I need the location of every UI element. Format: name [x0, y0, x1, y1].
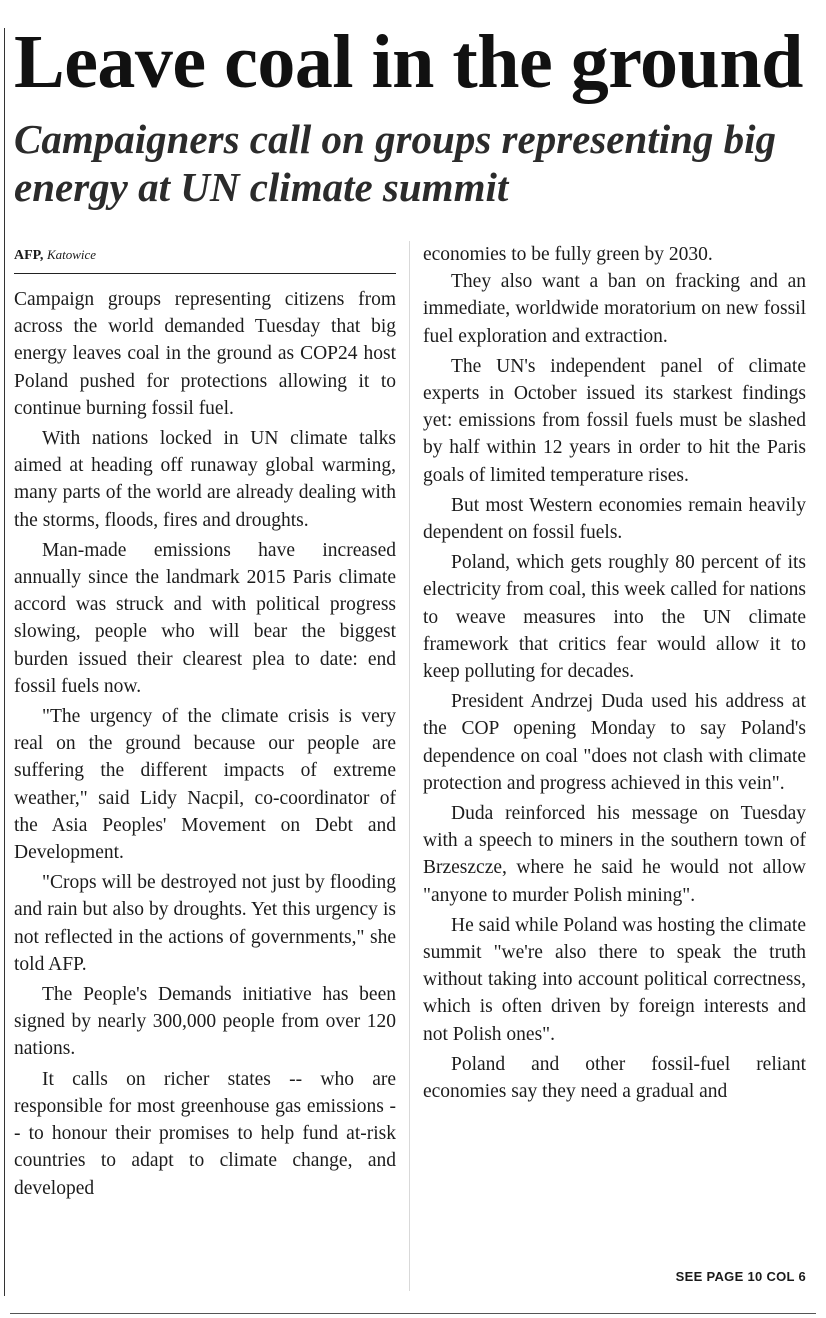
article-column-left — [14, 286, 396, 1202]
article-subheadline: Campaigners call on groups representing big energy at UN climate summit — [14, 116, 777, 210]
paragraph: With nations locked in UN climate talks aimed at heading off runaway global warming, many parts of the world are already dealing with the storms, floods, fires and droughts. — [14, 428, 396, 531]
paragraph: Poland and other fossil-fuel reliant economies say they need a gradual and — [423, 1053, 806, 1103]
paragraph: Man-made emissions have increased annually since the landmark 2015 Paris climate accord was struck and with political progress slowing, people who will bear the biggest burden issued their clearest plea to date: end fossil fuels now. — [14, 539, 396, 697]
paragraph: President Andrzej Duda used his address at the COP opening Monday to say Poland's dependence on coal "does not clash with climate protection and progress achieved in this vein". — [423, 691, 806, 794]
paragraph: Duda reinforced his message on Tuesday with a speech to miners in the southern town of Brzeszcze, where he said he would not allow "anyone to murder Polish mining". — [423, 803, 806, 906]
article-headline: Leave coal in the ground — [14, 20, 803, 104]
paragraph: The People's Demands initiative has been signed by nearly 300,000 people from over 120 nations. — [14, 984, 396, 1060]
article-column-right — [423, 241, 806, 1105]
byline — [14, 245, 96, 266]
column-divider — [409, 241, 410, 1291]
paragraph: "The urgency of the climate crisis is very real on the ground because our people are suffering the different impacts of extreme weather," said Lidy Nacpil, co-coordinator of the Asia Peoples' Movement on Debt and Development. — [14, 706, 396, 864]
byline-location: Katowice — [46, 247, 97, 262]
paragraph: It calls on richer states -- who are responsible for most greenhouse gas emissions -- to honour their promises to help fund at-risk countries to adapt to climate change, and developed — [14, 1068, 396, 1199]
bottom-rule — [10, 1313, 816, 1314]
byline-divider — [14, 273, 396, 274]
paragraph: Campaign groups representing citizens from across the world demanded Tuesday that big energy leaves coal in the ground as COP24 host Poland pushed for protections allowing it to continue burning fossil fuel. — [14, 289, 396, 419]
paragraph: The UN's independent panel of climate experts in October issued its starkest findings yet: emissions from fossil fuels must be slashed by half within 12 years in order to hit the Paris goals of limited temperature rises. — [423, 355, 806, 486]
paragraph: He said while Poland was hosting the climate summit "we're also there to speak the truth without taking into account political correctness, which is often driven by foreign interests and not Polish ones". — [423, 914, 806, 1045]
paragraph: But most Western economies remain heavily dependent on fossil fuels. — [423, 494, 806, 544]
byline-agency: AFP, — [14, 248, 44, 263]
paragraph: They also want a ban on fracking and an immediate, worldwide moratorium on new fossil fuel exploration and extraction. — [423, 271, 806, 347]
paragraph-continued: economies to be fully green by 2030. — [423, 244, 713, 265]
paragraph: Poland, which gets roughly 80 percent of its electricity from coal, this week called for nations to weave measures into the UN climate framework that critics fear would allow it to keep polluting for decades. — [423, 552, 806, 683]
continued-jump-line: SEE PAGE 10 COL 6 — [675, 1269, 806, 1284]
left-column-rule — [4, 28, 5, 1296]
paragraph: "Crops will be destroyed not just by flooding and rain but also by droughts. Yet this urgency is not reflected in the actions of governments," she told AFP. — [14, 872, 396, 975]
